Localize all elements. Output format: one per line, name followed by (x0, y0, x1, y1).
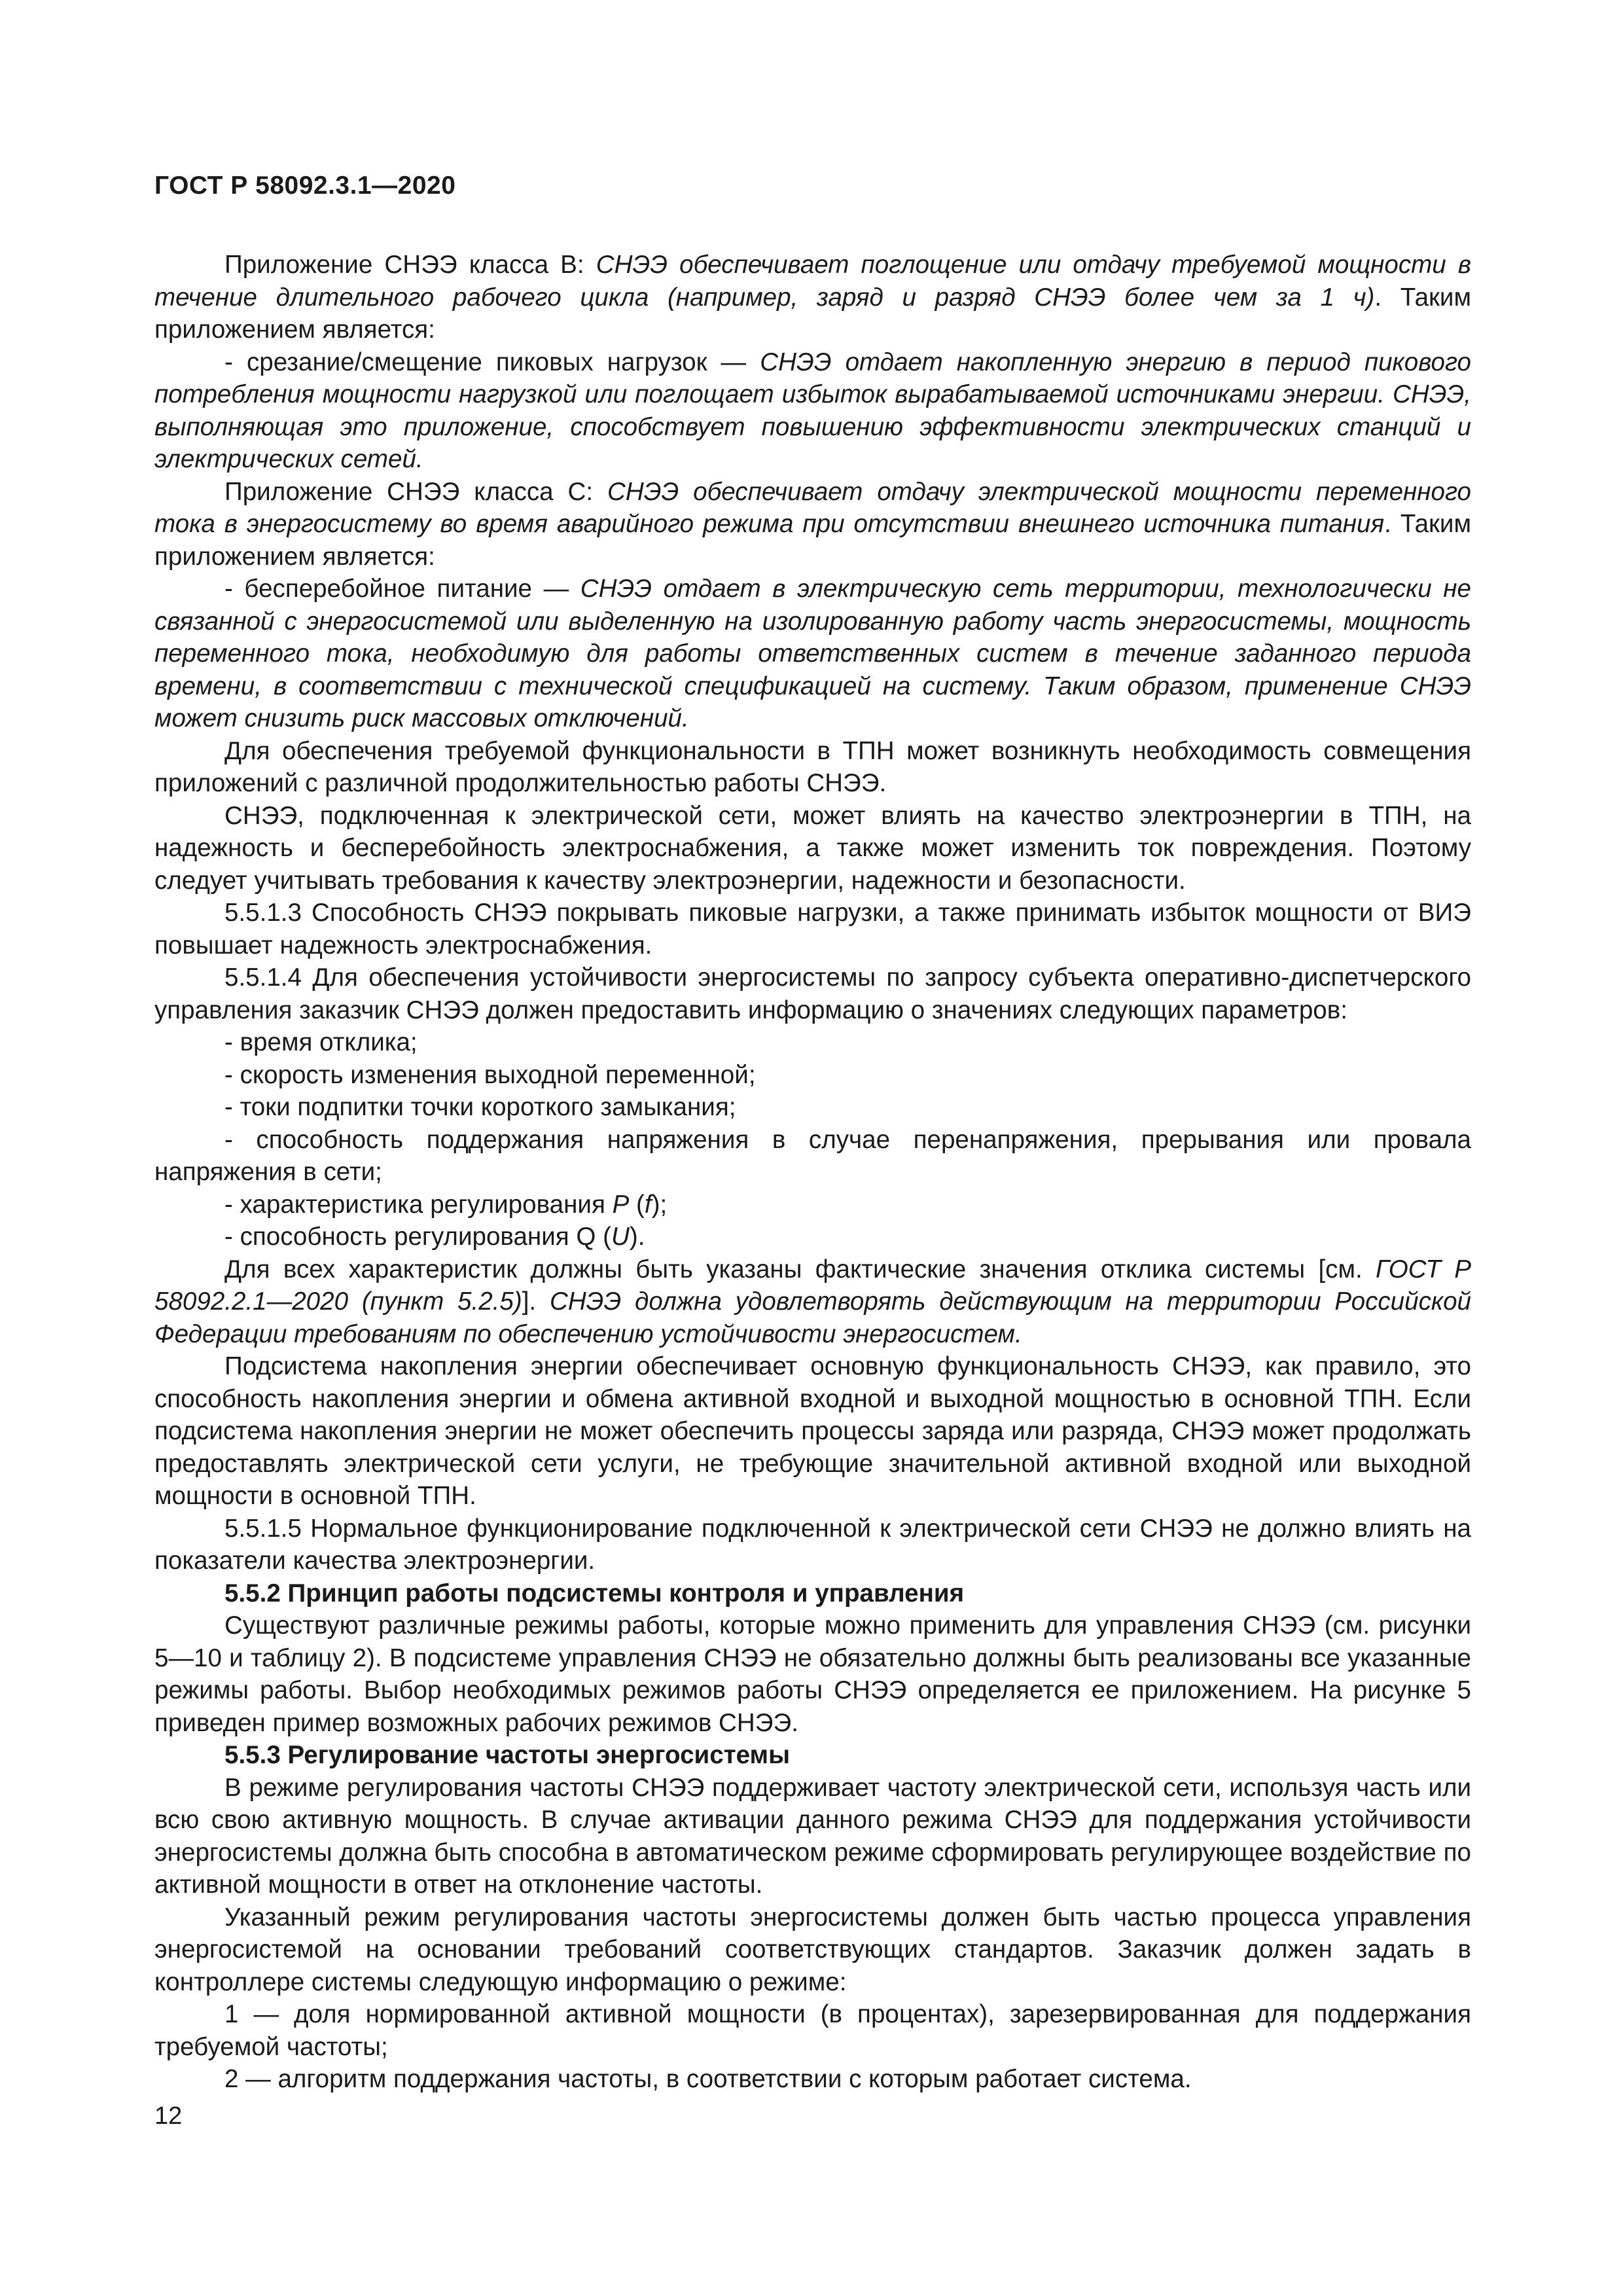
list-item-qu: - способность регулирования Q (U). (224, 1223, 645, 1251)
list-item-ups: - бесперебойное питание — СНЭЭ отдает в электрическую сеть территории, технологически не связанной с энергосистемой или выделенную на изолированную работу часть энергосистемы, мощность переменного тока, необходимую для работы ответственных систем в течение заданного периода времени, в соответствии с технической спецификацией на систему. Таким образом, применение СНЭЭ может снизить риск массовых отключений. (154, 575, 1471, 732)
list-item-numbered: 1 — доля нормированной активной мощности (в процентах), зарезервированная для поддержания требуемой частоты; (154, 2000, 1471, 2061)
document-body (154, 249, 1471, 2096)
paragraph-5-5-1-5: 5.5.1.5 Нормальное функционирование подключенной к электрической сети СНЭЭ не должно влиять на показатели качества электроэнергии. (154, 1514, 1471, 1575)
list-item-numbered: 2 — алгоритм поддержания частоты, в соответствии с которым работает система. (224, 2065, 1192, 2093)
paragraph: Существуют различные режимы работы, которые можно применить для управления СНЭЭ (см. рисунки 5—10 и таблицу 2). В подсистеме управления СНЭЭ не обязательно должны быть реализованы все указанные режимы работы. Выбор необходимых режимов работы СНЭЭ определяется ее приложением. На рисунке 5 приведен пример возможных рабочих режимов СНЭЭ. (154, 1611, 1471, 1737)
list-item: - токи подпитки точки короткого замыкания; (224, 1093, 736, 1121)
paragraph: СНЭЭ, подключенная к электрической сети, может влиять на качество электроэнергии в ТПН, на надежность и бесперебойность электроснабжения, а также может изменить ток повреждения. Поэтому следует учитывать требования к качеству электроэнергии, надежности и безопасности. (154, 801, 1471, 895)
list-item-pf: - характеристика регулирования P (f); (224, 1190, 668, 1219)
paragraph-class-b: Приложение СНЭЭ класса В: СНЭЭ обеспечивает поглощение или отдачу требуемой мощности в течение длительного рабочего цикла (например, заряд и разряд СНЭЭ более чем за 1 ч). Таким приложением является: (154, 251, 1471, 344)
paragraph-response: Для всех характеристик должны быть указаны фактические значения отклика системы [см. ГОСТ Р 58092.2.1—2020 (пункт 5.2.5)]. СНЭЭ должна удовлетворять действующим на территории Российской Федерации требованиям по обеспечению устойчивости энергосистем. (154, 1255, 1472, 1348)
page-number: 12 (154, 2102, 183, 2130)
paragraph: Для обеспечения требуемой функциональности в ТПН может возникнуть необходимость совмещения приложений с различной продолжительностью работы СНЭЭ. (154, 736, 1471, 797)
list-item: - скорость изменения выходной переменной; (224, 1060, 756, 1089)
section-heading-5-5-2: 5.5.2 Принцип работы подсистемы контроля и управления (224, 1579, 965, 1607)
paragraph: Указанный режим регулирования частоты энергосистемы должен быть частью процесса управления энергосистемой на основании требований соответствующих стандартов. Заказчик должен задать в контроллере системы следующую информацию о режиме: (154, 1903, 1471, 1996)
section-heading-5-5-3: 5.5.3 Регулирование частоты энергосистемы (224, 1741, 791, 1769)
paragraph-5-5-1-3: 5.5.1.3 Способность СНЭЭ покрывать пиковые нагрузки, а также принимать избыток мощности от ВИЭ повышает надежность электроснабжения. (154, 899, 1471, 960)
paragraph-class-c: Приложение СНЭЭ класса С: СНЭЭ обеспечивает отдачу электрической мощности переменного тока в энергосистему во время аварийного режима при отсутствии внешнего источника питания. Таким приложением является: (154, 477, 1471, 571)
paragraph: Подсистема накопления энергии обеспечивает основную функциональность СНЭЭ, как правило, это способность накопления энергии и обмена активной входной и выходной мощностью в основной ТПН. Если подсистема накопления энергии не может обеспечить процессы заряда или разряда, СНЭЭ может продолжать предоставлять электрической сети услуги, не требующие значительной активной входной или выходной мощности в основной ТПН. (154, 1352, 1471, 1510)
standard-header: ГОСТ Р 58092.3.1—2020 (154, 171, 456, 200)
list-item: - время отклика; (224, 1028, 418, 1056)
list-item-peak-shaving: - срезание/смещение пиковых нагрузок — СНЭЭ отдает накопленную энергию в период пикового потребления мощности нагрузкой или поглощает избыток вырабатываемой источниками энергии. СНЭЭ, выполняющая это приложение, способствует повышению эффективности электрических станций и электрических сетей. (154, 348, 1472, 473)
paragraph: В режиме регулирования частоты СНЭЭ поддерживает частоту электрической сети, используя часть или всю свою активную мощность. В случае активации данного режима СНЭЭ для поддержания устойчивости энергосистемы должна быть способна в автоматическом режиме сформировать регулирующее воздействие по активной мощности в ответ на отклонение частоты. (154, 1773, 1471, 1899)
paragraph-5-5-1-4: 5.5.1.4 Для обеспечения устойчивости энергосистемы по запросу субъекта оперативно-диспетчерского управления заказчик СНЭЭ должен предоставить информацию о значениях следующих параметров: (154, 963, 1471, 1024)
list-item: - способность поддержания напряжения в случае перенапряжения, прерывания или провала напряжения в сети; (154, 1125, 1471, 1186)
